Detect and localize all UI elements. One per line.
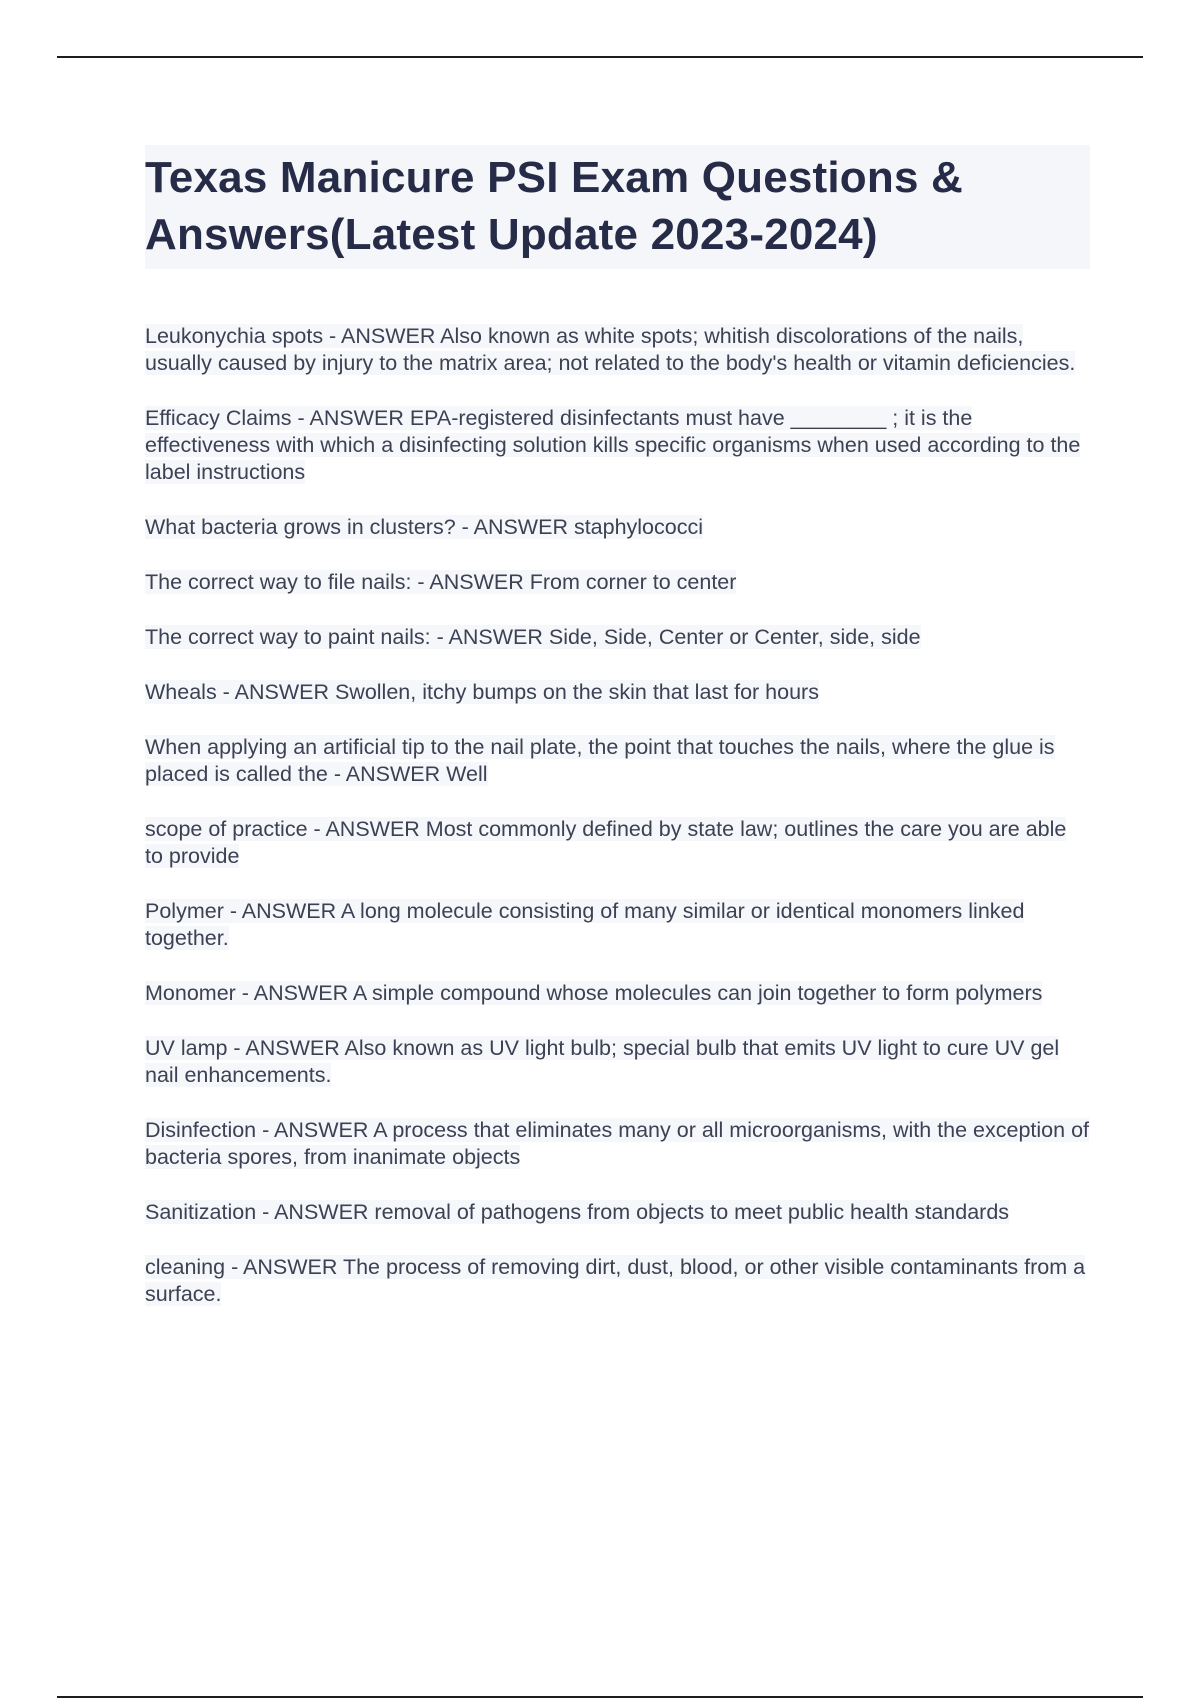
qa-item xyxy=(145,624,1090,651)
qa-text: Monomer - ANSWER A simple compound whose molecules can join together to form polymers xyxy=(145,981,1043,1005)
qa-list xyxy=(145,323,1090,1308)
qa-text: Sanitization - ANSWER removal of pathogens from objects to meet public health standards xyxy=(145,1200,1010,1224)
qa-item xyxy=(145,1035,1090,1089)
qa-item xyxy=(145,1117,1090,1171)
bottom-rule xyxy=(57,1696,1143,1698)
qa-item xyxy=(145,514,1090,541)
qa-text: Disinfection - ANSWER A process that eliminates many or all microorganisms, with the exception of bacteria spores, from inanimate objects xyxy=(145,1118,1089,1169)
document-body xyxy=(145,145,1090,1336)
qa-item xyxy=(145,734,1090,788)
qa-item xyxy=(145,569,1090,596)
qa-text: Wheals - ANSWER Swollen, itchy bumps on the skin that last for hours xyxy=(145,680,819,704)
qa-text: scope of practice - ANSWER Most commonly defined by state law; outlines the care you are able to provide xyxy=(145,817,1067,868)
qa-item xyxy=(145,980,1090,1007)
qa-text: cleaning - ANSWER The process of removing dirt, dust, blood, or other visible contaminants from a surface. xyxy=(145,1255,1086,1306)
document-title: Texas Manicure PSI Exam Questions & Answers(Latest Update 2023-2024) xyxy=(145,153,964,259)
qa-text: Efficacy Claims - ANSWER EPA-registered disinfectants must have ________ ; it is the effectiveness with which a disinfecting solution kills specific organisms when used according to the label instructions xyxy=(145,406,1081,484)
qa-text: Polymer - ANSWER A long molecule consisting of many similar or identical monomers linked together. xyxy=(145,899,1025,950)
qa-item xyxy=(145,323,1090,377)
qa-text: When applying an artificial tip to the nail plate, the point that touches the nails, where the glue is placed is called the - ANSWER Well xyxy=(145,735,1055,786)
qa-text: The correct way to file nails: - ANSWER From corner to center xyxy=(145,570,737,594)
qa-item xyxy=(145,1199,1090,1226)
qa-text: The correct way to paint nails: - ANSWER Side, Side, Center or Center, side, side xyxy=(145,625,921,649)
qa-item xyxy=(145,898,1090,952)
qa-item xyxy=(145,679,1090,706)
qa-text: UV lamp - ANSWER Also known as UV light bulb; special bulb that emits UV light to cure UV gel nail enhancements. xyxy=(145,1036,1060,1087)
qa-item xyxy=(145,405,1090,486)
title-block xyxy=(145,145,1090,269)
top-rule xyxy=(57,56,1143,58)
qa-item xyxy=(145,1254,1090,1308)
qa-text: Leukonychia spots - ANSWER Also known as white spots; whitish discolorations of the nails, usually caused by injury to the matrix area; not related to the body's health or vitamin deficiencies. xyxy=(145,324,1076,375)
qa-item xyxy=(145,816,1090,870)
qa-text: What bacteria grows in clusters? - ANSWER staphylococci xyxy=(145,515,704,539)
